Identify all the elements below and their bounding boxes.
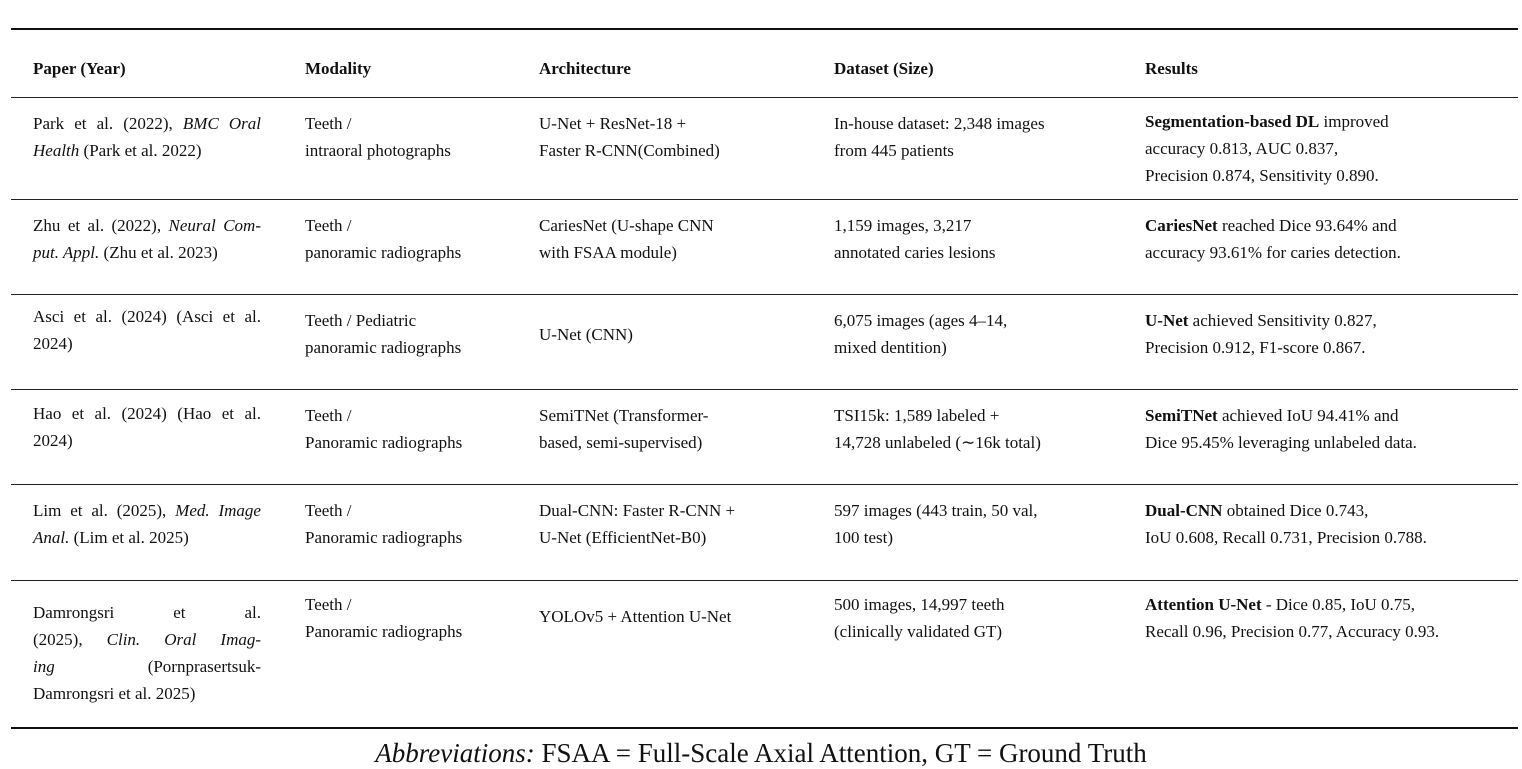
cell-text: 2024) xyxy=(33,431,73,450)
cell-text: Dice 95.45% leveraging unlabeled data. xyxy=(1145,433,1417,452)
cell-modality xyxy=(305,307,461,361)
cell-text: Clin. Oral Imag- xyxy=(106,630,262,649)
cell-text: ing xyxy=(33,657,55,676)
cell-text: 597 images (443 train, 50 val, xyxy=(834,501,1038,520)
cell-line xyxy=(1145,108,1389,135)
cell-line xyxy=(1145,307,1377,334)
cell-line xyxy=(1145,135,1389,162)
cell-text: Recall 0.96, Precision 0.77, Accuracy 0.93. xyxy=(1145,622,1440,641)
table-row xyxy=(11,390,1518,485)
cell-results xyxy=(1145,402,1417,456)
cell-text: U-Net xyxy=(1145,311,1189,330)
cell-text: with FSAA module) xyxy=(539,243,677,262)
cell-paper-year xyxy=(33,497,261,551)
cell-text: Precision 0.912, F1-score 0.867. xyxy=(1145,338,1366,357)
cell-text: panoramic radiographs xyxy=(305,338,462,357)
cell-line xyxy=(33,524,261,551)
cell-text: Zhu et al. (2022), xyxy=(33,216,169,235)
cell-text: Damrongsri et al. xyxy=(33,603,261,622)
cell-line xyxy=(834,618,1004,645)
header-modality: Modality xyxy=(305,59,372,78)
table-row xyxy=(11,485,1518,581)
cell-paper-year xyxy=(33,303,261,357)
cell-results xyxy=(1145,108,1389,189)
cell-text: Lim et al. (2025), xyxy=(33,501,176,520)
cell-text: Teeth / Pediatric xyxy=(305,311,417,330)
cell-dataset-size xyxy=(834,497,1038,551)
cell-text: panoramic radiographs xyxy=(305,243,462,262)
cell-text: improved xyxy=(1319,112,1389,131)
cell-dataset-size xyxy=(834,110,1045,164)
cell-line xyxy=(33,497,261,524)
cell-text: 14,728 unlabeled (∼16k total) xyxy=(834,433,1041,452)
cell-text: put. Appl. xyxy=(33,243,100,262)
cell-text: annotated caries lesions xyxy=(834,243,996,262)
cell-line xyxy=(539,429,708,456)
cell-line xyxy=(305,334,461,361)
caption-text: FSAA = Full-Scale Axial Attention, GT = Ground Truth xyxy=(534,738,1147,768)
cell-line xyxy=(834,110,1045,137)
cell-text: CariesNet (U-shape CNN xyxy=(539,216,714,235)
cell-text: Teeth / xyxy=(305,216,352,235)
cell-architecture xyxy=(539,110,720,164)
header-paper-year: Paper (Year) xyxy=(33,59,126,78)
cell-line xyxy=(305,212,461,239)
header-dataset-size: Dataset (Size) xyxy=(834,59,934,78)
cell-text: Panoramic radiographs xyxy=(305,528,463,547)
cell-modality xyxy=(305,110,451,164)
cell-modality xyxy=(305,402,462,456)
cell-dataset-size xyxy=(834,591,1004,645)
cell-text: 100 test) xyxy=(834,528,894,547)
cell-line xyxy=(1145,524,1427,551)
cell-line xyxy=(33,239,261,266)
cell-text: Teeth / xyxy=(305,406,352,425)
cell-line xyxy=(539,402,708,429)
cell-line xyxy=(539,110,720,137)
cell-text: Teeth / xyxy=(305,595,352,614)
comparison-table xyxy=(11,28,1518,729)
cell-text: intraoral photographs xyxy=(305,141,451,160)
cell-line xyxy=(834,307,1007,334)
table-caption xyxy=(0,738,1522,769)
cell-line xyxy=(834,429,1041,456)
header-architecture: Architecture xyxy=(539,59,631,78)
cell-line xyxy=(1145,618,1439,645)
table-row xyxy=(11,98,1518,200)
cell-text: Teeth / xyxy=(305,114,352,133)
cell-line xyxy=(539,321,633,348)
cell-line xyxy=(33,330,261,357)
cell-text: Park et al. (2022), xyxy=(33,114,183,133)
cell-text: Anal. xyxy=(33,528,70,547)
header-results: Results xyxy=(1145,59,1198,78)
cell-text: Segmentation-based DL xyxy=(1145,112,1320,131)
cell-paper-year xyxy=(33,110,261,164)
cell-line xyxy=(1145,162,1389,189)
cell-line xyxy=(305,429,462,456)
cell-architecture xyxy=(539,497,735,551)
cell-line xyxy=(1145,591,1439,618)
cell-line xyxy=(305,618,462,645)
table-row xyxy=(11,200,1518,295)
cell-text: accuracy 0.813, AUC 0.837, xyxy=(1145,139,1339,158)
cell-line xyxy=(305,239,461,266)
cell-line xyxy=(834,137,1045,164)
cell-text: Precision 0.874, Sensitivity 0.890. xyxy=(1145,166,1379,185)
cell-text: - Dice 0.85, IoU 0.75, xyxy=(1261,595,1416,614)
cell-text: Teeth / xyxy=(305,501,352,520)
cell-line xyxy=(33,110,261,137)
cell-text: SemiTNet xyxy=(1145,406,1218,425)
cell-results xyxy=(1145,307,1377,361)
cell-line xyxy=(1145,212,1401,239)
cell-line xyxy=(1145,497,1427,524)
cell-line xyxy=(834,524,1038,551)
cell-paper-year xyxy=(33,400,261,454)
cell-line xyxy=(33,599,261,626)
cell-text: 2024) xyxy=(33,334,73,353)
cell-text: Damrongsri et al. 2025) xyxy=(33,684,196,703)
cell-architecture xyxy=(539,402,708,456)
cell-results xyxy=(1145,497,1427,551)
cell-text: Attention U-Net xyxy=(1145,595,1262,614)
cell-line xyxy=(33,400,261,427)
cell-line xyxy=(834,591,1004,618)
cell-line xyxy=(834,334,1007,361)
cell-text: U-Net (EfficientNet-B0) xyxy=(539,528,707,547)
cell-line xyxy=(33,626,261,653)
cell-architecture xyxy=(539,603,731,630)
cell-dataset-size xyxy=(834,402,1041,456)
cell-text: U-Net + ResNet-18 + xyxy=(539,114,687,133)
cell-line xyxy=(305,110,451,137)
cell-text: reached Dice 93.64% and xyxy=(1217,216,1397,235)
cell-line xyxy=(539,524,735,551)
cell-line xyxy=(539,212,714,239)
cell-line xyxy=(305,402,462,429)
cell-line xyxy=(33,137,261,164)
table-row xyxy=(11,295,1518,390)
cell-line xyxy=(305,524,462,551)
cell-text: In-house dataset: 2,348 images xyxy=(834,114,1045,133)
table-header-row xyxy=(11,30,1518,98)
cell-line xyxy=(539,603,731,630)
cell-line xyxy=(33,212,261,239)
cell-text: IoU 0.608, Recall 0.731, Precision 0.788. xyxy=(1145,528,1427,547)
cell-line xyxy=(33,680,261,707)
table-row xyxy=(11,581,1518,727)
cell-line xyxy=(834,402,1041,429)
cell-text: (clinically validated GT) xyxy=(834,622,1003,641)
cell-text: from 445 patients xyxy=(834,141,954,160)
cell-text: 6,075 images (ages 4–14, xyxy=(834,311,1008,330)
cell-line xyxy=(834,212,995,239)
cell-text: Panoramic radiographs xyxy=(305,622,463,641)
cell-line xyxy=(539,239,714,266)
cell-paper-year xyxy=(33,212,261,266)
cell-line xyxy=(1145,334,1377,361)
cell-line xyxy=(539,137,720,164)
cell-text: (Pornprasertsuk- xyxy=(54,657,261,676)
cell-results xyxy=(1145,591,1439,645)
cell-text: Asci et al. (2024) (Asci et al. xyxy=(33,307,261,326)
cell-line xyxy=(1145,239,1401,266)
cell-text: YOLOv5 + Attention U-Net xyxy=(539,607,732,626)
cell-results xyxy=(1145,212,1401,266)
cell-line xyxy=(834,497,1038,524)
cell-line xyxy=(305,497,462,524)
caption-label: Abbreviations: xyxy=(375,738,535,768)
cell-text: Dual-CNN xyxy=(1145,501,1223,520)
cell-text: Dual-CNN: Faster R-CNN + xyxy=(539,501,736,520)
cell-line xyxy=(1145,402,1417,429)
cell-text: mixed dentition) xyxy=(834,338,947,357)
cell-line xyxy=(834,239,995,266)
cell-modality xyxy=(305,591,462,645)
cell-text: Med. Image xyxy=(175,501,261,520)
cell-text: Faster R-CNN(Combined) xyxy=(539,141,720,160)
cell-architecture xyxy=(539,321,633,348)
cell-text: (Lim et al. 2025) xyxy=(69,528,189,547)
cell-text: Panoramic radiographs xyxy=(305,433,463,452)
cell-text: (Zhu et al. 2023) xyxy=(99,243,218,262)
cell-modality xyxy=(305,497,462,551)
cell-line xyxy=(305,137,451,164)
cell-text: CariesNet xyxy=(1145,216,1218,235)
cell-text: based, semi-supervised) xyxy=(539,433,703,452)
cell-text: Health xyxy=(33,141,80,160)
cell-line xyxy=(539,497,735,524)
cell-text: U-Net (CNN) xyxy=(539,325,633,344)
cell-dataset-size xyxy=(834,212,995,266)
cell-text: achieved IoU 94.41% and xyxy=(1217,406,1399,425)
cell-text: 1,159 images, 3,217 xyxy=(834,216,972,235)
cell-dataset-size xyxy=(834,307,1007,361)
cell-line xyxy=(305,307,461,334)
cell-text: BMC Oral xyxy=(182,114,261,133)
cell-text: accuracy 93.61% for caries detection. xyxy=(1145,243,1401,262)
cell-text: (Park et al. 2022) xyxy=(79,141,202,160)
cell-paper-year xyxy=(33,599,261,707)
cell-line xyxy=(33,653,261,680)
table-body xyxy=(11,98,1518,727)
cell-text: obtained Dice 0.743, xyxy=(1222,501,1369,520)
cell-line xyxy=(33,427,261,454)
cell-text: Neural Com- xyxy=(168,216,261,235)
cell-architecture xyxy=(539,212,714,266)
cell-line xyxy=(1145,429,1417,456)
cell-text: achieved Sensitivity 0.827, xyxy=(1188,311,1377,330)
cell-line xyxy=(305,591,462,618)
cell-line xyxy=(33,303,261,330)
cell-text: TSI15k: 1,589 labeled + xyxy=(834,406,1000,425)
cell-text: SemiTNet (Transformer- xyxy=(539,406,709,425)
cell-text: (2025), xyxy=(33,630,107,649)
cell-text: 500 images, 14,997 teeth xyxy=(834,595,1005,614)
cell-text: Hao et al. (2024) (Hao et al. xyxy=(33,404,261,423)
cell-modality xyxy=(305,212,461,266)
